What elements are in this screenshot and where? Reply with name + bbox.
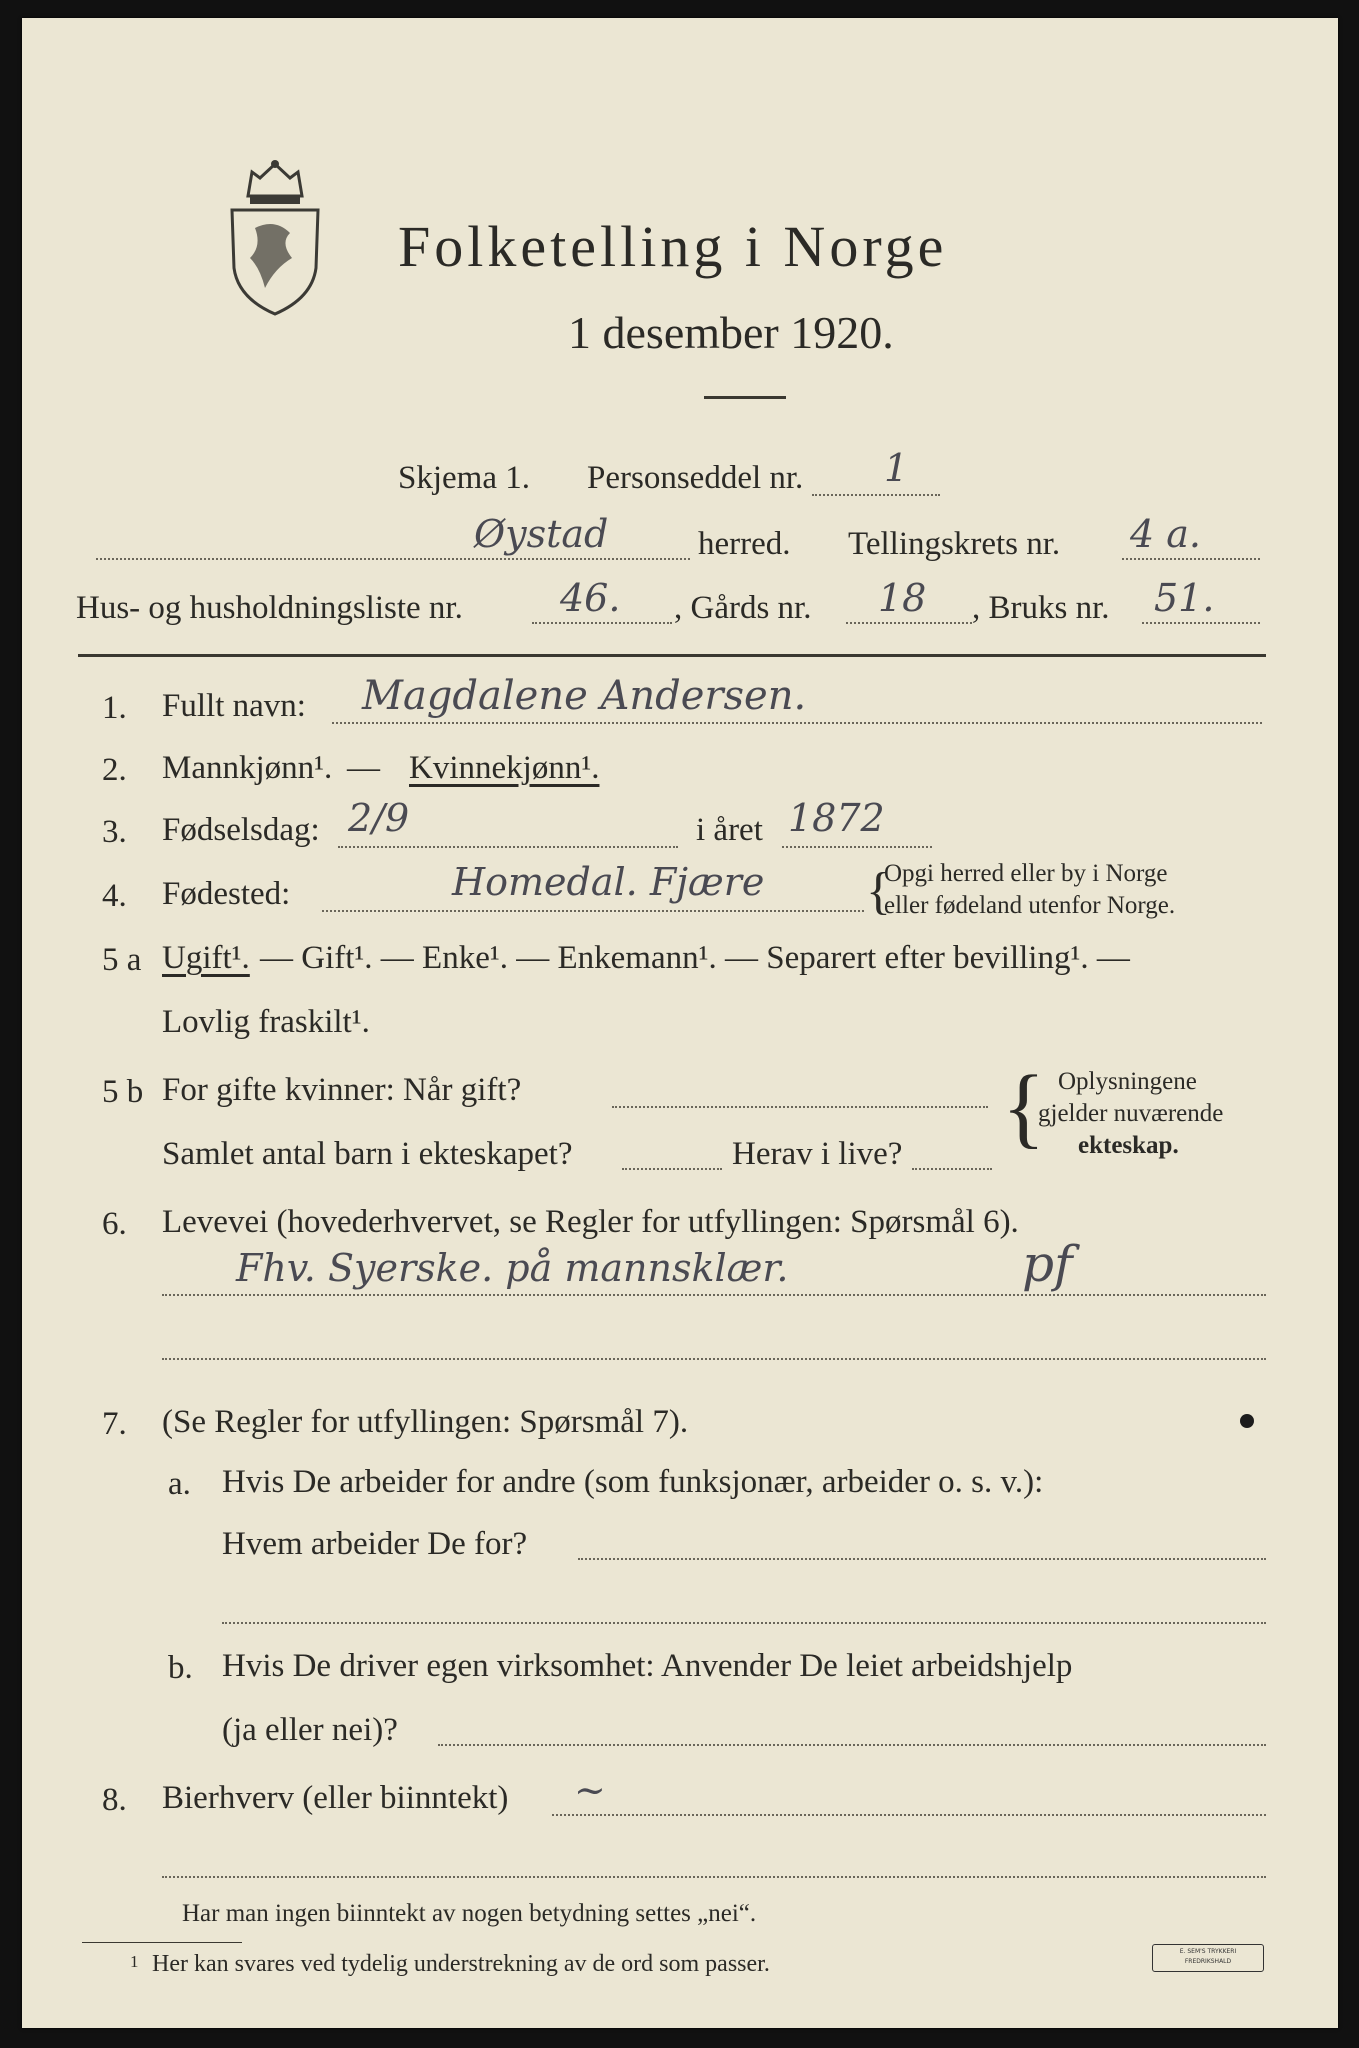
q7b-line1: Hvis De driver egen virksomhet: Anvender De leiet arbeidshjelp [222, 1648, 1073, 1684]
q4-brace: { [866, 863, 891, 920]
footnote-divider [82, 1942, 242, 1943]
tellingskrets-value: 4 a. [1130, 512, 1201, 556]
personseddel-label: Personseddel nr. [587, 460, 804, 496]
herred-label: herred. [698, 526, 791, 562]
coat-of-arms-icon [220, 158, 330, 318]
q7a-line2: Hvem arbeider De for? [222, 1526, 528, 1562]
printer-stamp [1152, 1944, 1264, 1972]
hus-value: 46. [560, 576, 621, 620]
q4-note1: Opgi herred eller by i Norge [884, 860, 1168, 887]
q8-number: 8. [102, 1782, 127, 1818]
q1-label: Fullt navn: [162, 688, 306, 724]
bruks-value: 51. [1154, 576, 1215, 620]
q1-value: Magdalene Andersen. [362, 673, 807, 719]
footnote-number: 1 [130, 1952, 139, 1971]
q4-number: 4. [102, 878, 127, 914]
q3-year-value: 1872 [788, 796, 885, 840]
personseddel-value: 1 [884, 446, 909, 490]
q3-value: 2/9 [348, 796, 410, 840]
q5b-line2b: Herav i live? [732, 1136, 903, 1172]
header-divider [78, 654, 1266, 657]
hus-label: Hus- og husholdningsliste nr. [76, 590, 463, 626]
q7-label: (Se Regler for utfyllingen: Spørsmål 7). [162, 1404, 689, 1440]
q7b-number: b. [168, 1650, 193, 1686]
q2-kvinne: Kvinnekjønn¹. [409, 750, 600, 786]
q7b-line2: (ja eller nei)? [222, 1712, 398, 1748]
form-title: Folketelling i Norge [398, 214, 948, 279]
q5b-brace: { [1002, 1058, 1046, 1157]
q5a-number: 5 a [102, 942, 142, 978]
q3-number: 3. [102, 814, 127, 850]
bruks-label: , Bruks nr. [972, 590, 1110, 626]
q5b-note1: Oplysningene [1058, 1068, 1197, 1095]
title-divider [704, 396, 786, 399]
q5a-ugift: Ugift¹. [162, 940, 250, 976]
q6-mark: pf [1022, 1235, 1073, 1293]
q5b-line1: For gifte kvinner: Når gift? [162, 1072, 522, 1108]
gards-value: 18 [878, 576, 927, 620]
footer-note: Har man ingen biinntekt av nogen betydning settes „nei“. [182, 1900, 757, 1927]
q7a-number: a. [168, 1466, 191, 1502]
census-form [22, 18, 1338, 2028]
q2-mann: Mannkjønn¹. [162, 750, 333, 786]
q6-number: 6. [102, 1206, 127, 1242]
q5b-note2: gjelder nuværende [1038, 1100, 1224, 1127]
q1-number: 1. [102, 690, 127, 726]
q5a-options: — Gift¹. — Enke¹. — Enkemann¹. — Separert efter bevilling¹. — [260, 940, 1130, 976]
q7a-line1: Hvis De arbeider for andre (som funksjonær, arbeider o. s. v.): [222, 1464, 1044, 1500]
tellingskrets-label: Tellingskrets nr. [848, 526, 1061, 562]
q6-label: Levevei (hovederhvervet, se Regler for utfyllingen: Spørsmål 6). [162, 1204, 1019, 1240]
q4-label: Fødested: [162, 876, 291, 912]
q8-value: ~ [574, 1768, 606, 1812]
q4-value: Homedal. Fjære [452, 860, 765, 904]
skjema-label: Skjema 1. [398, 460, 530, 496]
printer-text: E. SEM'S TRYKKERI FREDRIKSHALD [1179, 1948, 1237, 1965]
ink-dot [1240, 1414, 1254, 1428]
q8-label: Bierhverv (eller biinntekt) [162, 1780, 509, 1816]
q3-year-label: i året [696, 812, 763, 848]
q6-value: Fhv. Syerske. på mannsklær. [236, 1246, 789, 1290]
q5b-line2a: Samlet antal barn i ekteskapet? [162, 1136, 573, 1172]
q5b-note3: ekteskap. [1078, 1132, 1179, 1159]
q5a-line2: Lovlig fraskilt¹. [162, 1004, 370, 1040]
gards-label: , Gårds nr. [674, 590, 812, 626]
q4-note2: eller fødeland utenfor Norge. [884, 892, 1176, 919]
footnote-text: Her kan svares ved tydelig understrekning av de ord som passer. [152, 1951, 770, 1977]
q2-number: 2. [102, 752, 127, 788]
q3-label: Fødselsdag: [162, 812, 320, 848]
q7-number: 7. [102, 1406, 127, 1442]
q5b-number: 5 b [102, 1074, 144, 1110]
form-date: 1 desember 1920. [568, 307, 894, 358]
herred-value: Øystad [474, 512, 609, 556]
q2-dash: — [347, 750, 380, 786]
